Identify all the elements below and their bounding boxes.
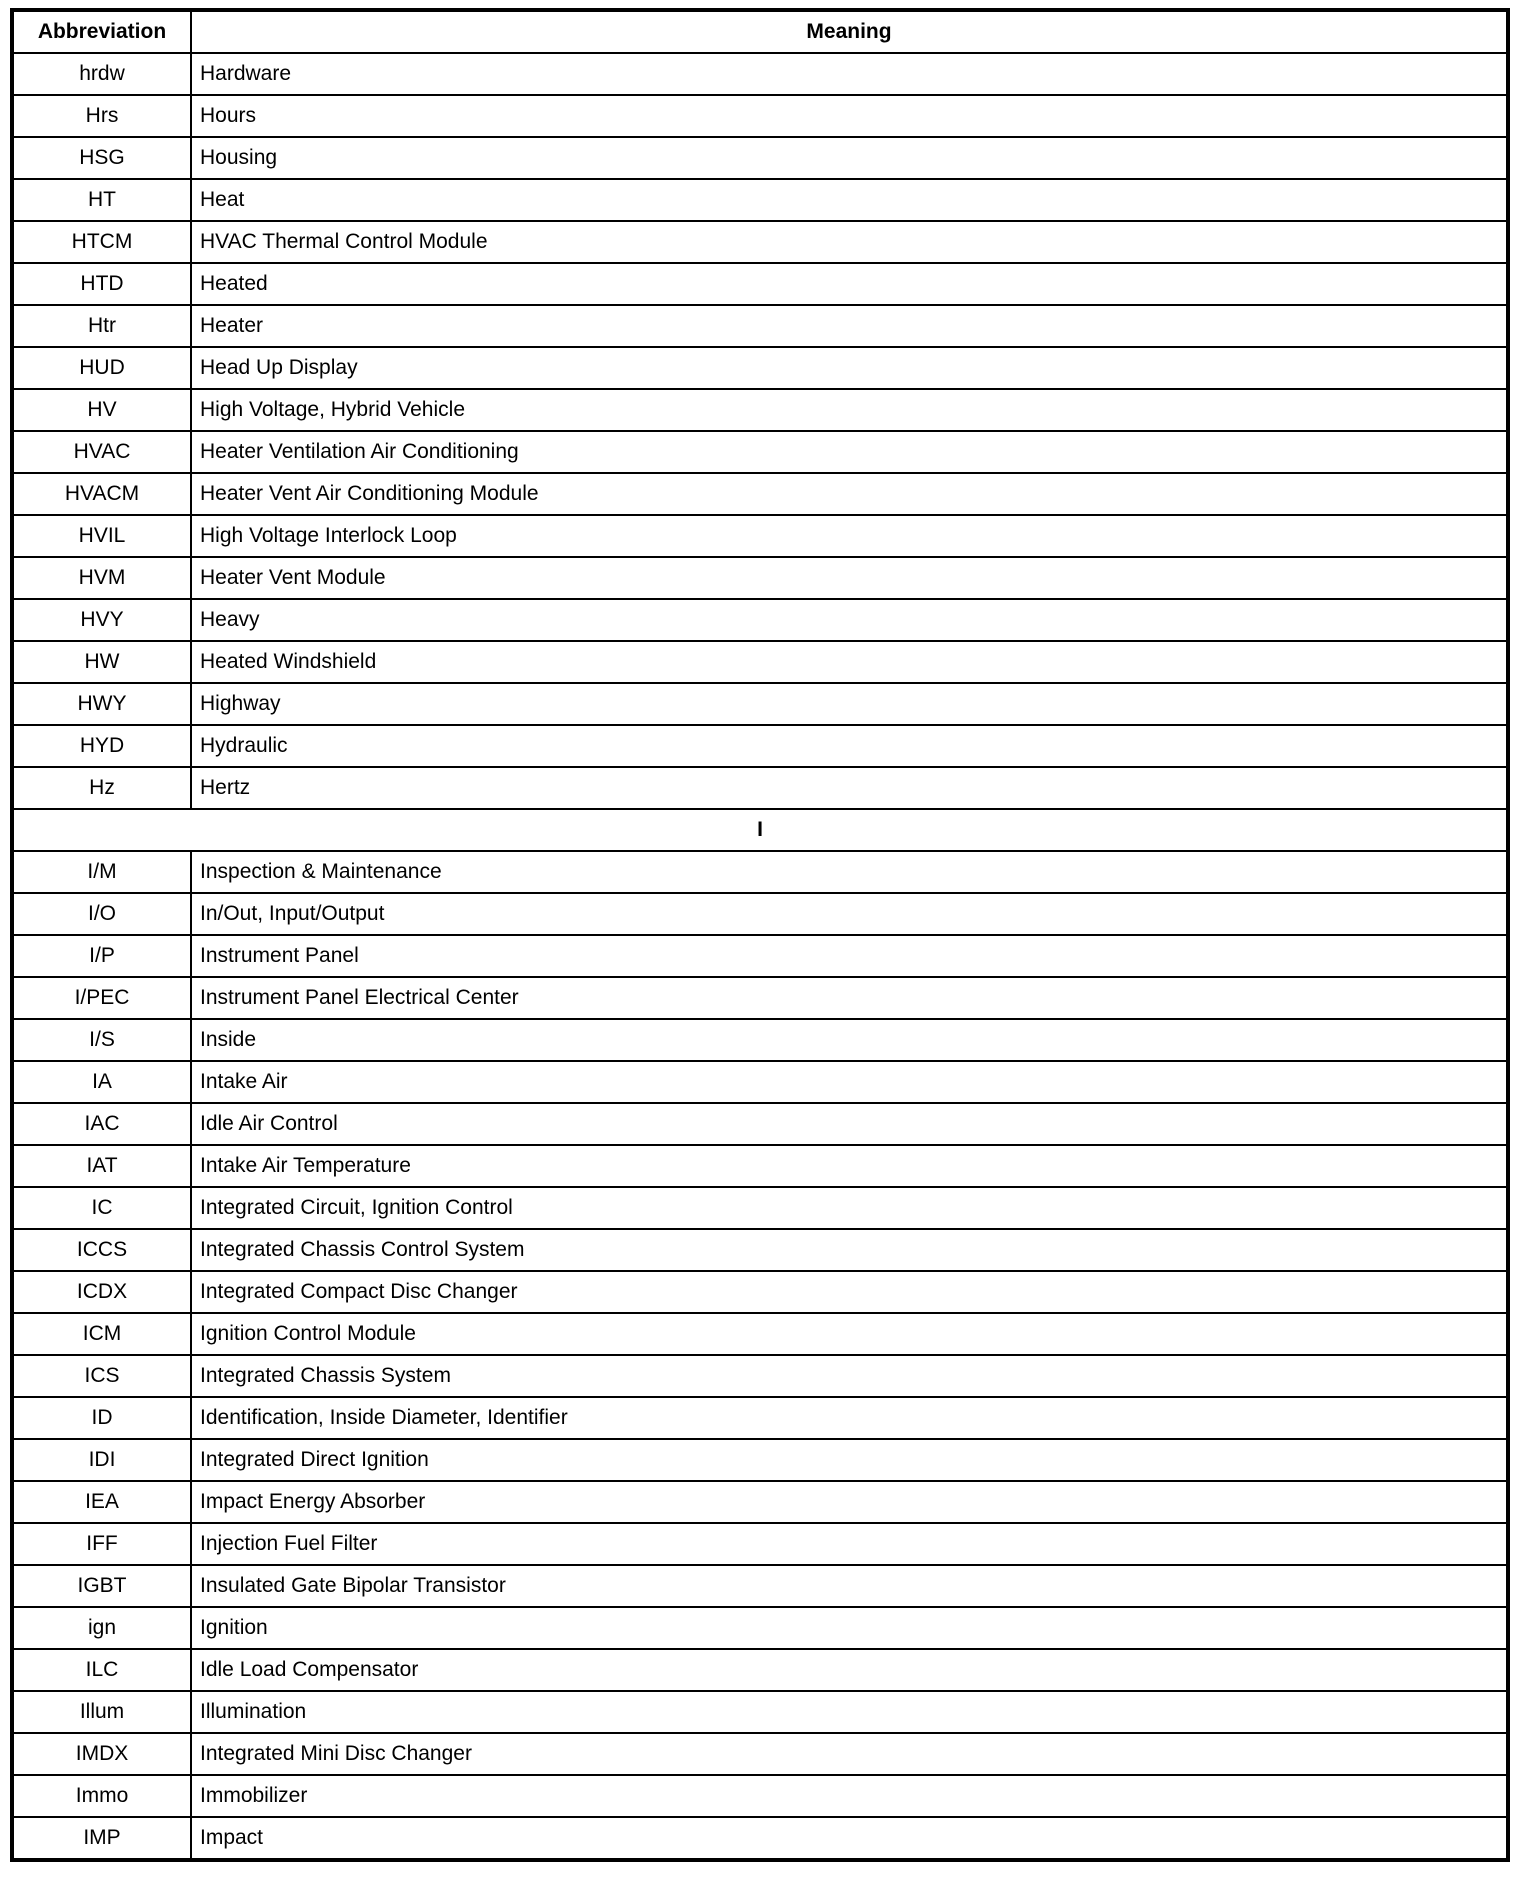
abbreviation-cell: IAC — [12, 1103, 191, 1145]
table-row — [12, 263, 1508, 305]
abbreviation-cell: IMP — [12, 1817, 191, 1860]
meaning-cell: Hours — [191, 95, 1508, 137]
abbreviation-cell: IMDX — [12, 1733, 191, 1775]
table-row — [12, 1019, 1508, 1061]
section-letter-label: I — [12, 809, 1508, 851]
meaning-cell: Immobilizer — [191, 1775, 1508, 1817]
abbreviation-table-body — [12, 53, 1508, 1860]
abbreviation-cell: HVM — [12, 557, 191, 599]
abbreviation-cell: IC — [12, 1187, 191, 1229]
meaning-cell: Heated — [191, 263, 1508, 305]
meaning-cell: Inspection & Maintenance — [191, 851, 1508, 893]
abbreviation-cell: HVIL — [12, 515, 191, 557]
meaning-cell: High Voltage, Hybrid Vehicle — [191, 389, 1508, 431]
abbreviation-cell: IFF — [12, 1523, 191, 1565]
meaning-cell: Hardware — [191, 53, 1508, 95]
table-row — [12, 1397, 1508, 1439]
meaning-cell: Heated Windshield — [191, 641, 1508, 683]
abbreviation-cell: Hz — [12, 767, 191, 809]
section-divider-row — [12, 809, 1508, 851]
abbreviation-cell: HV — [12, 389, 191, 431]
abbreviation-cell: hrdw — [12, 53, 191, 95]
meaning-cell: HVAC Thermal Control Module — [191, 221, 1508, 263]
abbreviation-cell: Htr — [12, 305, 191, 347]
table-row — [12, 1313, 1508, 1355]
table-row — [12, 767, 1508, 809]
meaning-cell: Inside — [191, 1019, 1508, 1061]
abbreviation-cell: HT — [12, 179, 191, 221]
table-row — [12, 1355, 1508, 1397]
meaning-cell: High Voltage Interlock Loop — [191, 515, 1508, 557]
meaning-cell: Identification, Inside Diameter, Identifier — [191, 1397, 1508, 1439]
meaning-cell: Heater — [191, 305, 1508, 347]
table-row — [12, 95, 1508, 137]
meaning-cell: Impact Energy Absorber — [191, 1481, 1508, 1523]
table-row — [12, 935, 1508, 977]
abbreviation-cell: HVAC — [12, 431, 191, 473]
table-row — [12, 1733, 1508, 1775]
table-row — [12, 389, 1508, 431]
abbreviation-cell: IAT — [12, 1145, 191, 1187]
abbreviation-cell: Illum — [12, 1691, 191, 1733]
table-row — [12, 53, 1508, 95]
meaning-cell: Heater Vent Module — [191, 557, 1508, 599]
meaning-cell: Housing — [191, 137, 1508, 179]
meaning-cell: Head Up Display — [191, 347, 1508, 389]
table-row — [12, 515, 1508, 557]
abbreviation-cell: ICM — [12, 1313, 191, 1355]
meaning-cell: Integrated Circuit, Ignition Control — [191, 1187, 1508, 1229]
meaning-cell: Insulated Gate Bipolar Transistor — [191, 1565, 1508, 1607]
table-row — [12, 1145, 1508, 1187]
abbreviation-column-header: Abbreviation — [12, 10, 191, 53]
meaning-cell: Idle Air Control — [191, 1103, 1508, 1145]
abbreviation-cell: HSG — [12, 137, 191, 179]
table-row — [12, 977, 1508, 1019]
abbreviation-cell: HVACM — [12, 473, 191, 515]
abbreviation-cell: HTD — [12, 263, 191, 305]
abbreviation-table-head — [12, 10, 1508, 53]
table-row — [12, 1607, 1508, 1649]
abbreviation-cell: ign — [12, 1607, 191, 1649]
table-row — [12, 1817, 1508, 1860]
table-row — [12, 347, 1508, 389]
meaning-cell: Ignition — [191, 1607, 1508, 1649]
table-row — [12, 1481, 1508, 1523]
table-row — [12, 851, 1508, 893]
abbreviation-cell: Immo — [12, 1775, 191, 1817]
table-row — [12, 179, 1508, 221]
abbreviation-cell: ID — [12, 1397, 191, 1439]
abbreviation-cell: HYD — [12, 725, 191, 767]
meaning-cell: Instrument Panel Electrical Center — [191, 977, 1508, 1019]
abbreviation-table — [10, 8, 1510, 1862]
meaning-cell: Hydraulic — [191, 725, 1508, 767]
abbreviation-cell: Hrs — [12, 95, 191, 137]
meaning-cell: Heater Ventilation Air Conditioning — [191, 431, 1508, 473]
abbreviation-cell: IA — [12, 1061, 191, 1103]
abbreviation-cell: HWY — [12, 683, 191, 725]
table-row — [12, 1103, 1508, 1145]
meaning-cell: Intake Air Temperature — [191, 1145, 1508, 1187]
table-row — [12, 599, 1508, 641]
table-row — [12, 1691, 1508, 1733]
table-row — [12, 305, 1508, 347]
table-row — [12, 1565, 1508, 1607]
table-row — [12, 683, 1508, 725]
meaning-cell: In/Out, Input/Output — [191, 893, 1508, 935]
abbreviation-cell: I/O — [12, 893, 191, 935]
abbreviation-cell: IDI — [12, 1439, 191, 1481]
abbreviation-cell: I/M — [12, 851, 191, 893]
meaning-cell: Integrated Compact Disc Changer — [191, 1271, 1508, 1313]
table-row — [12, 641, 1508, 683]
meaning-cell: Integrated Mini Disc Changer — [191, 1733, 1508, 1775]
meaning-cell: Illumination — [191, 1691, 1508, 1733]
table-row — [12, 725, 1508, 767]
abbreviation-cell: ILC — [12, 1649, 191, 1691]
abbreviation-cell: ICDX — [12, 1271, 191, 1313]
table-row — [12, 137, 1508, 179]
abbreviation-cell: IEA — [12, 1481, 191, 1523]
meaning-cell: Intake Air — [191, 1061, 1508, 1103]
abbreviation-cell: ICCS — [12, 1229, 191, 1271]
meaning-cell: Heavy — [191, 599, 1508, 641]
abbreviation-cell: HUD — [12, 347, 191, 389]
abbreviation-cell: I/P — [12, 935, 191, 977]
table-row — [12, 431, 1508, 473]
meaning-cell: Heat — [191, 179, 1508, 221]
table-row — [12, 1523, 1508, 1565]
table-row — [12, 1061, 1508, 1103]
abbreviation-cell: ICS — [12, 1355, 191, 1397]
abbreviation-cell: IGBT — [12, 1565, 191, 1607]
meaning-cell: Impact — [191, 1817, 1508, 1860]
abbreviation-cell: HVY — [12, 599, 191, 641]
abbreviation-cell: I/S — [12, 1019, 191, 1061]
table-row — [12, 221, 1508, 263]
table-row — [12, 1439, 1508, 1481]
table-row — [12, 893, 1508, 935]
table-row — [12, 1775, 1508, 1817]
table-row — [12, 1229, 1508, 1271]
meaning-column-header: Meaning — [191, 10, 1508, 53]
meaning-cell: Injection Fuel Filter — [191, 1523, 1508, 1565]
meaning-cell: Highway — [191, 683, 1508, 725]
abbreviation-cell: HW — [12, 641, 191, 683]
table-row — [12, 1649, 1508, 1691]
meaning-cell: Ignition Control Module — [191, 1313, 1508, 1355]
table-row — [12, 557, 1508, 599]
abbreviation-cell: HTCM — [12, 221, 191, 263]
meaning-cell: Idle Load Compensator — [191, 1649, 1508, 1691]
meaning-cell: Hertz — [191, 767, 1508, 809]
meaning-cell: Instrument Panel — [191, 935, 1508, 977]
table-row — [12, 473, 1508, 515]
table-row — [12, 1187, 1508, 1229]
header-row — [12, 10, 1508, 53]
meaning-cell: Integrated Chassis Control System — [191, 1229, 1508, 1271]
meaning-cell: Integrated Direct Ignition — [191, 1439, 1508, 1481]
abbreviation-cell: I/PEC — [12, 977, 191, 1019]
meaning-cell: Integrated Chassis System — [191, 1355, 1508, 1397]
meaning-cell: Heater Vent Air Conditioning Module — [191, 473, 1508, 515]
table-row — [12, 1271, 1508, 1313]
